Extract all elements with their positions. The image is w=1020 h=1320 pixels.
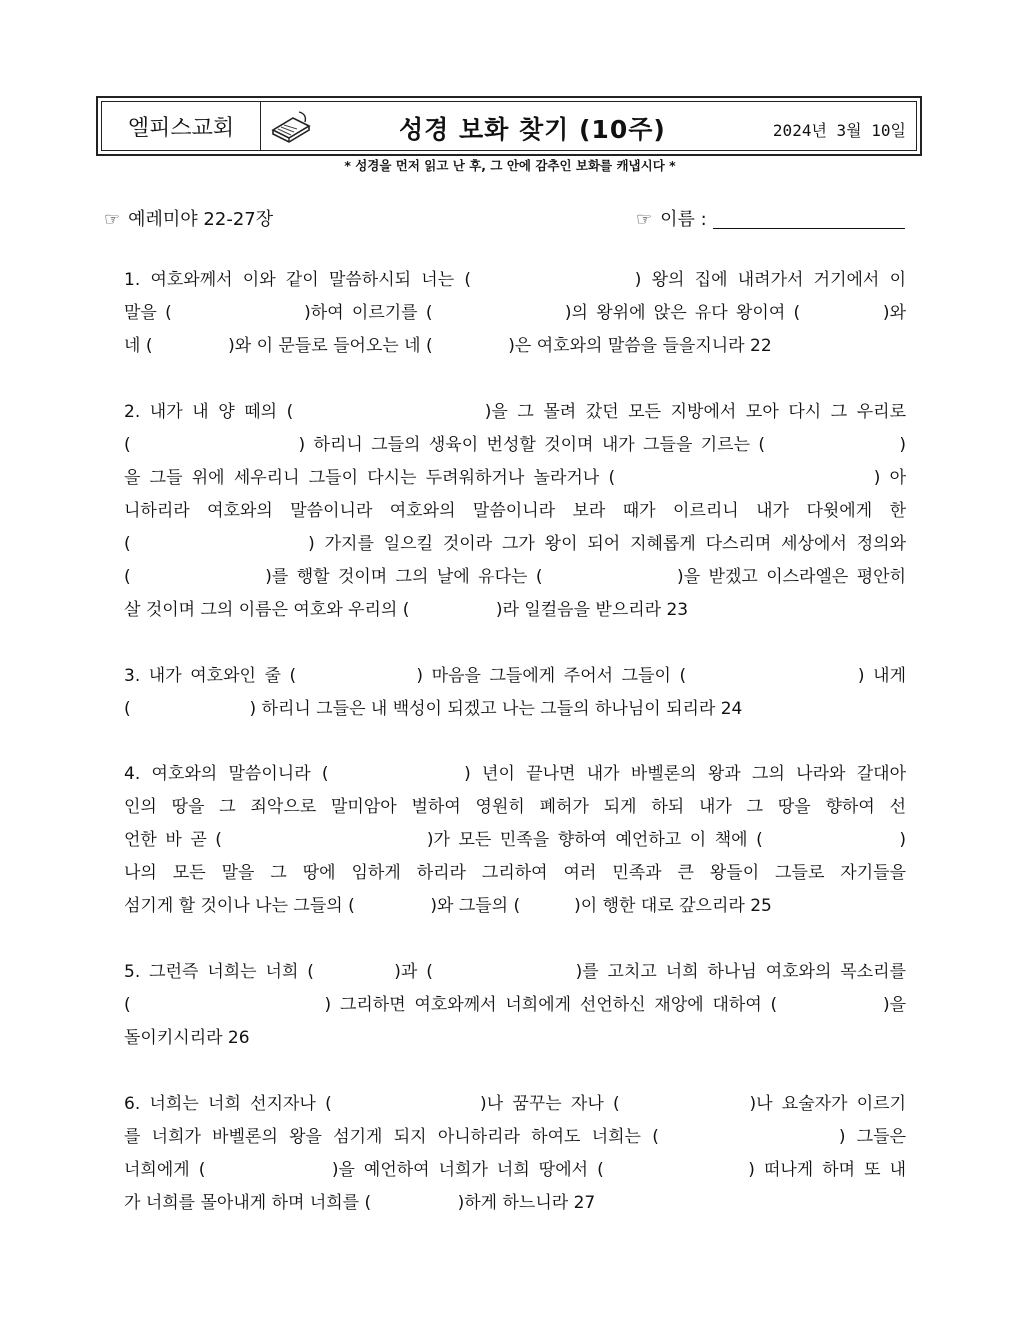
- header-box: [96, 96, 922, 156]
- title-cell: [261, 102, 916, 150]
- question-line: ( )를 행할 것이며 그의 날에 유다는 ( )을 받겠고 이스라엘은 평안히: [124, 567, 906, 587]
- question-line: 인의 땅을 그 죄악으로 말미암아 벌하여 영원히 폐허가 되게 하되 내가 그 땅을 향하여 선: [124, 797, 906, 817]
- question-line: 너희에게 ( )을 예언하여 너희가 너희 땅에서 ( ) 떠나게 하며 또 내: [124, 1160, 906, 1180]
- open-book-icon: [269, 108, 313, 148]
- pointing-hand-icon: ☞: [636, 209, 653, 230]
- pointing-hand-icon: ☞: [104, 209, 121, 230]
- question-6: [124, 1088, 906, 1220]
- instruction-note: * 성경을 먼저 읽고 난 후, 그 안에 감추인 보화를 캐냅시다 *: [344, 158, 676, 173]
- question-line: 니하리라 여호와의 말씀이니라 여호와의 말씀이니라 보라 때가 이르리니 내가 다윗에게 한: [124, 501, 906, 521]
- question-line: ( ) 가지를 일으킬 것이라 그가 왕이 되어 지혜롭게 다스리며 세상에서 정의와: [124, 534, 906, 554]
- name-label: 이름 :: [660, 209, 707, 230]
- question-line: 5. 그런즉 너희는 너희 ( )과 ( )를 고치고 너희 하나님 여호와의 목소리를: [124, 962, 906, 982]
- question-line: 4. 여호와의 말씀이니라 ( ) 년이 끝나면 내가 바벨론의 왕과 그의 나라와 갈대아: [124, 764, 906, 784]
- name-input-line[interactable]: [713, 210, 905, 229]
- name-field: [636, 205, 905, 231]
- question-line: 언한 바 곧 ( )가 모든 민족을 향하여 예언하고 이 책에 ( ): [124, 830, 906, 850]
- church-name: 엘피스교회: [102, 102, 261, 150]
- question-line: ( ) 하리니 그들은 내 백성이 되겠고 나는 그들의 하나님이 되리라 24: [124, 699, 743, 719]
- question-line: 6. 너희는 너희 선지자나 ( )나 꿈꾸는 자나 ( )나 요술자가 이르기: [124, 1094, 906, 1114]
- question-line: 살 것이며 그의 이름은 여호와 우리의 ( )라 일컬음을 받으리라 23: [124, 600, 689, 620]
- question-line: 섬기게 할 것이나 나는 그들의 ( )와 그들의 ( )이 행한 대로 갚으리라 25: [124, 896, 772, 916]
- question-line: 2. 내가 내 양 떼의 ( )을 그 몰려 갔던 모든 지방에서 모아 다시 그 우리로: [124, 402, 906, 422]
- chapter-label: 예레미야 22-27장: [128, 209, 274, 230]
- chapter-heading: [104, 205, 273, 231]
- question-4: [124, 758, 906, 923]
- question-line: 1. 여호와께서 이와 같이 말씀하시되 너는 ( ) 왕의 집에 내려가서 거기에서 이: [124, 270, 906, 290]
- question-line: 가 너희를 몰아내게 하며 너희를 ( )하게 하느니라 27: [124, 1193, 596, 1213]
- page-title: 성경 보화 찾기 (10주): [399, 115, 666, 144]
- question-3: [124, 660, 906, 726]
- question-line: 나의 모든 말을 그 땅에 임하게 하리라 그리하여 여러 민족과 큰 왕들이 그들로 자기들을: [124, 863, 906, 883]
- question-line: 을 그들 위에 세우리니 그들이 다시는 두려워하거나 놀라거나 ( ) 아: [124, 468, 906, 488]
- question-line: 를 너희가 바벨론의 왕을 섬기게 되지 아니하리라 하여도 너희는 ( ) 그들은: [124, 1127, 906, 1147]
- question-line: ( ) 그리하면 여호와께서 너희에게 선언하신 재앙에 대하여 ( )을: [124, 995, 906, 1015]
- question-line: 3. 내가 여호와인 줄 ( ) 마음을 그들에게 주어서 그들이 ( ) 내게: [124, 666, 906, 686]
- question-line: ( ) 하리니 그들의 생육이 번성할 것이며 내가 그들을 기르는 ( ): [124, 435, 906, 455]
- question-2: [124, 396, 906, 627]
- question-5: [124, 956, 906, 1055]
- question-line: 돌이키시리라 26: [124, 1028, 250, 1048]
- question-line: 네 ( )와 이 문들로 들어오는 네 ( )은 여호와의 말씀을 들을지니라 22: [124, 336, 772, 356]
- question-1: [124, 264, 906, 363]
- question-line: 말을 ( )하여 이르기를 ( )의 왕위에 앉은 유다 왕이여 ( )와: [124, 303, 906, 323]
- header-inner: [101, 101, 917, 151]
- date-label: 2024년 3월 10일: [772, 121, 906, 140]
